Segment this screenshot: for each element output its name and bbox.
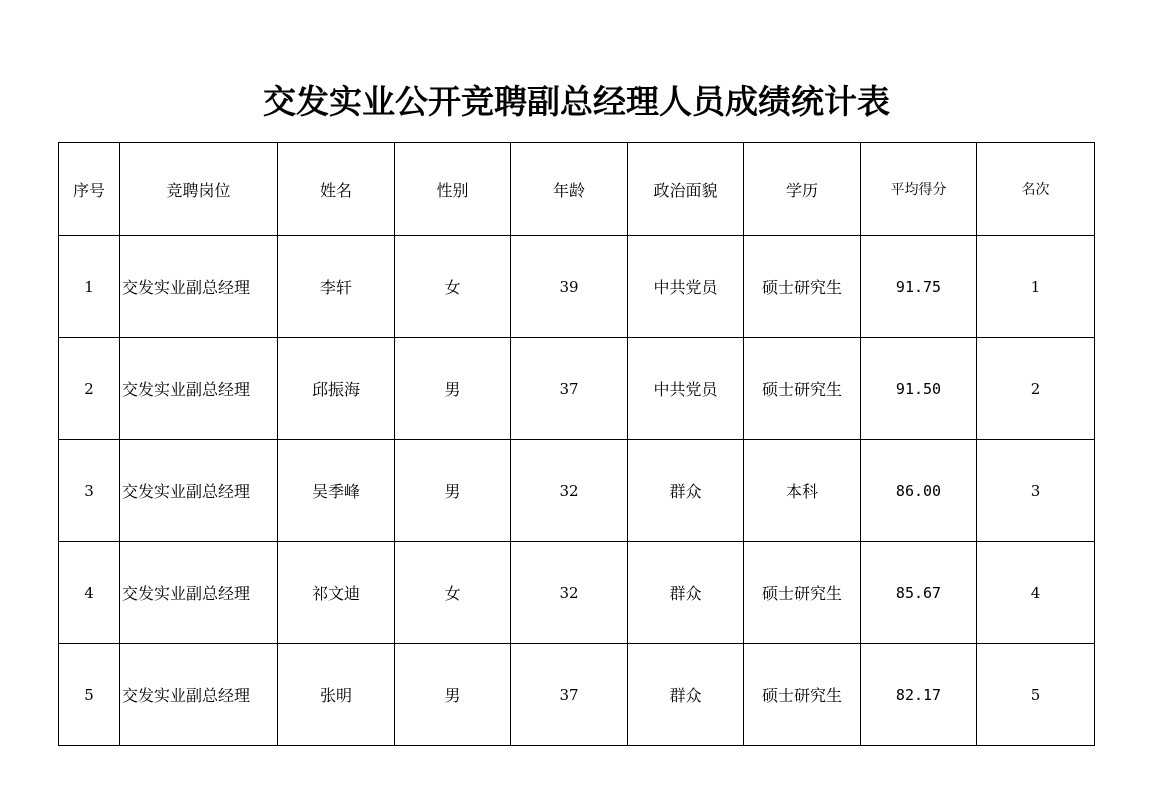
table-row (59, 440, 1095, 542)
cell-index: 4 (59, 542, 120, 644)
table-row (59, 644, 1095, 746)
cell-age: 37 (511, 644, 628, 746)
header-cell-index: 序号 (59, 143, 120, 236)
score-table (58, 142, 1095, 746)
cell-gender: 男 (395, 644, 511, 746)
cell-index: 3 (59, 440, 120, 542)
header-cell-age: 年龄 (511, 143, 628, 236)
cell-gender: 女 (395, 236, 511, 338)
cell-name: 吴季峰 (278, 440, 395, 542)
table-row (59, 338, 1095, 440)
cell-political-status: 群众 (628, 440, 744, 542)
cell-name: 张明 (278, 644, 395, 746)
cell-position: 交发实业副总经理 (120, 440, 278, 542)
cell-average-score: 85.67 (861, 542, 977, 644)
cell-gender: 男 (395, 338, 511, 440)
header-cell-name: 姓名 (278, 143, 395, 236)
cell-age: 37 (511, 338, 628, 440)
cell-position: 交发实业副总经理 (120, 338, 278, 440)
header-cell-political-status: 政治面貌 (628, 143, 744, 236)
cell-index: 1 (59, 236, 120, 338)
header-cell-rank: 名次 (977, 143, 1095, 236)
cell-education: 硕士研究生 (744, 338, 861, 440)
header-cell-gender: 性别 (395, 143, 511, 236)
cell-age: 39 (511, 236, 628, 338)
cell-index: 2 (59, 338, 120, 440)
cell-education: 硕士研究生 (744, 236, 861, 338)
cell-rank: 2 (977, 338, 1095, 440)
cell-rank: 3 (977, 440, 1095, 542)
cell-index: 5 (59, 644, 120, 746)
cell-rank: 4 (977, 542, 1095, 644)
cell-age: 32 (511, 542, 628, 644)
cell-political-status: 群众 (628, 542, 744, 644)
header-cell-average-score: 平均得分 (861, 143, 977, 236)
cell-education: 本科 (744, 440, 861, 542)
cell-position: 交发实业副总经理 (120, 542, 278, 644)
page-title: 交发实业公开竞聘副总经理人员成绩统计表 (263, 82, 890, 121)
cell-gender: 女 (395, 542, 511, 644)
header-cell-education: 学历 (744, 143, 861, 236)
cell-name: 邱振海 (278, 338, 395, 440)
cell-education: 硕士研究生 (744, 644, 861, 746)
header-row (59, 143, 1095, 236)
cell-average-score: 86.00 (861, 440, 977, 542)
table-row (59, 236, 1095, 338)
cell-political-status: 中共党员 (628, 338, 744, 440)
cell-average-score: 91.75 (861, 236, 977, 338)
table-row (59, 542, 1095, 644)
cell-name: 李轩 (278, 236, 395, 338)
cell-average-score: 91.50 (861, 338, 977, 440)
cell-gender: 男 (395, 440, 511, 542)
cell-political-status: 群众 (628, 644, 744, 746)
cell-rank: 5 (977, 644, 1095, 746)
cell-position: 交发实业副总经理 (120, 236, 278, 338)
cell-name: 祁文迪 (278, 542, 395, 644)
cell-political-status: 中共党员 (628, 236, 744, 338)
header-cell-position: 竞聘岗位 (120, 143, 278, 236)
cell-rank: 1 (977, 236, 1095, 338)
cell-education: 硕士研究生 (744, 542, 861, 644)
cell-average-score: 82.17 (861, 644, 977, 746)
cell-position: 交发实业副总经理 (120, 644, 278, 746)
cell-age: 32 (511, 440, 628, 542)
